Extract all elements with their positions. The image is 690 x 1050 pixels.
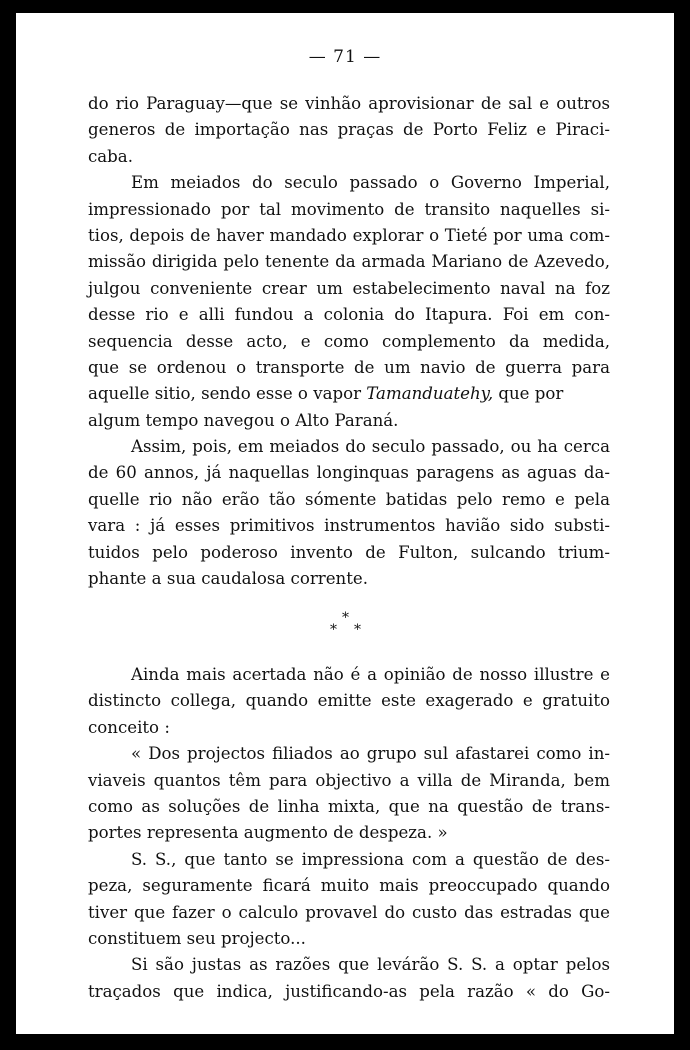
quote-line: « Dos projectos filiados ao grupo sul afastarei como in- [131, 744, 610, 764]
text-line: phante a sua caudalosa corrente. [88, 569, 368, 589]
asterism-star-right: * [354, 622, 361, 638]
text-section-2 [88, 662, 610, 1005]
text-line-with-ship-name [88, 381, 610, 407]
book-page [16, 13, 674, 1034]
text-line: do rio Paraguay—que se vinhão aprovisionar de sal e outros [88, 94, 610, 113]
text-line: julgou conveniente crear um estabelecimento naval na foz [88, 278, 610, 298]
text-line: de 60 annos, já naquellas longinquas paragens as aguas da- [88, 463, 610, 483]
text-line: sequencia desse acto, e como complemento da medida, [88, 331, 610, 351]
text-line: peza, seguramente ficará muito mais preoccupado quando [88, 876, 610, 896]
text-run: que por [493, 384, 564, 404]
text-line: Ainda mais acertada não é a opinião de nosso illustre e [131, 665, 610, 684]
text-line: caba. [88, 146, 133, 166]
text-line: missão dirigida pelo tenente da armada Mariano de Azevedo, [88, 252, 610, 272]
section-asterism [321, 611, 371, 641]
text-line: generos de importação nas praças de Porto Feliz e Piraci- [88, 120, 610, 140]
asterism-star-left: * [330, 622, 337, 638]
page-number: — 71 — [308, 47, 382, 67]
text-line: tiver que fazer o calculo provavel do custo das estradas que [88, 902, 610, 922]
quote-line: como as soluções de linha mixta, que na questão de trans- [88, 796, 610, 816]
text-line: conceito : [88, 717, 170, 737]
text-line: Em meiados do seculo passado o Governo Imperial, [131, 173, 610, 193]
text-line: algum tempo navegou o Alto Paraná. [88, 410, 399, 430]
text-line: S. S., que tanto se impressiona com a questão de des- [131, 849, 610, 869]
text-line: desse rio e alli fundou a colonia do Itapura. Foi em con- [88, 305, 610, 325]
text-run: aquelle sitio, sendo esse o vapor [88, 384, 367, 404]
text-line: tios, depois de haver mandado explorar o Tieté por uma com- [88, 225, 610, 245]
text-line: distincto collega, quando emitte este exagerado e gratuito [88, 691, 610, 711]
quote-line: viaveis quantos têm para objectivo a villa de Miranda, bem [88, 770, 610, 790]
ship-name: Tamanduatehy, [366, 384, 494, 404]
text-line: traçados que indica, justificando-as pela razão « do Go- [88, 981, 610, 1001]
quote-line: portes representa augmento de despeza. » [88, 823, 448, 843]
text-line: que se ordenou o transporte de um navio de guerra para [88, 357, 610, 377]
text-line: tuidos pelo poderoso invento de Fulton, sulcando trium- [88, 542, 610, 562]
text-section-1 [88, 91, 610, 592]
text-line: Assim, pois, em meiados do seculo passado, ou ha cerca [131, 437, 610, 457]
text-line: impressionado por tal movimento de transito naquelles si- [88, 199, 610, 219]
asterism-star-top: * [342, 610, 349, 626]
text-line: quelle rio não erão tão sómente batidas pelo remo e pela [88, 489, 610, 509]
text-line: vara : já esses primitivos instrumentos havião sido substi- [88, 516, 610, 536]
text-line: constituem seu projecto... [88, 928, 306, 948]
text-line: Si são justas as razões que levárão S. S. a optar pelos [131, 955, 610, 975]
